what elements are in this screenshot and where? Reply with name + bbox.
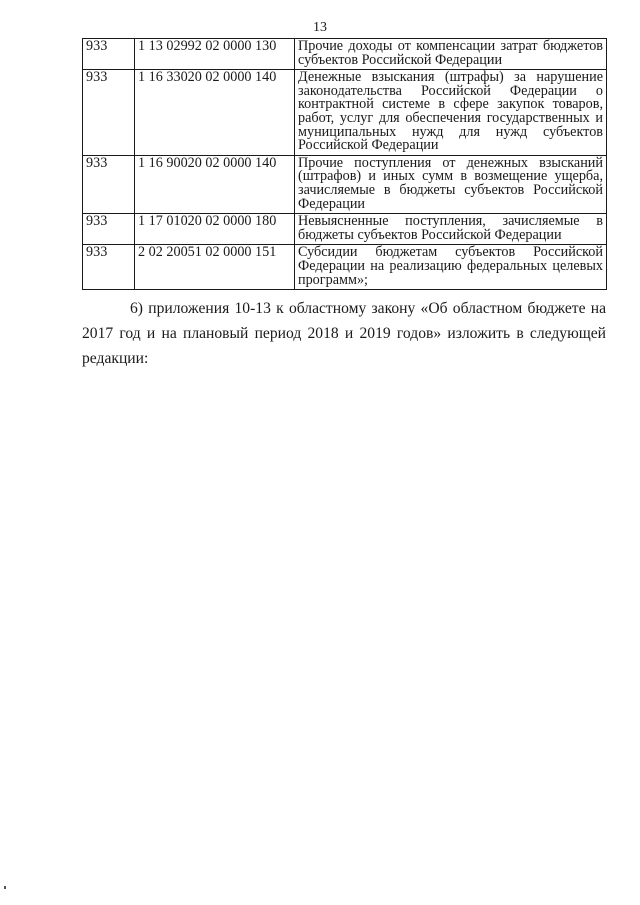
table-row — [83, 70, 607, 156]
admin-code-cell: 933 — [83, 155, 135, 213]
description-cell: Невыясненные поступления, зачисляемые в бюджеты субъектов Российской Федерации — [295, 214, 607, 245]
table-row — [83, 245, 607, 290]
description-cell: Прочие поступления от денежных взысканий (штрафов) и иных сумм в возмещение ущерба, зачисляемые в бюджеты субъектов Российской Федерации — [295, 155, 607, 213]
budget-code-cell: 1 13 02992 02 0000 130 — [135, 39, 295, 70]
description-cell: Прочие доходы от компенсации затрат бюджетов субъектов Российской Федерации — [295, 39, 607, 70]
page-number: 13 — [313, 20, 327, 35]
scan-artifact — [4, 886, 6, 889]
admin-code-cell: 933 — [83, 39, 135, 70]
table-row — [83, 214, 607, 245]
table-row — [83, 39, 607, 70]
budget-code-cell: 1 16 33020 02 0000 140 — [135, 70, 295, 156]
admin-code-cell: 933 — [83, 214, 135, 245]
budget-code-cell: 2 02 20051 02 0000 151 — [135, 245, 295, 290]
description-cell: Субсидии бюджетам субъектов Российской Федерации на реализацию федеральных целевых программ»; — [295, 245, 607, 290]
budget-code-cell: 1 17 01020 02 0000 180 — [135, 214, 295, 245]
budget-code-cell: 1 16 90020 02 0000 140 — [135, 155, 295, 213]
table-row — [83, 155, 607, 213]
description-cell: Денежные взыскания (штрафы) за нарушение законодательства Российской Федерации о контрактной системе в сфере закупок товаров, работ, услуг для обеспечения государственных и муниципальных нужд для нужд субъектов Российской Федерации — [295, 70, 607, 156]
admin-code-cell: 933 — [83, 245, 135, 290]
admin-code-cell: 933 — [83, 70, 135, 156]
budget-codes-table — [82, 38, 607, 290]
amendment-paragraph: 6) приложения 10-13 к областному закону «Об областном бюджете на 2017 год и на плановый период 2018 и 2019 годов» изложить в следующей редакции: — [82, 300, 606, 367]
